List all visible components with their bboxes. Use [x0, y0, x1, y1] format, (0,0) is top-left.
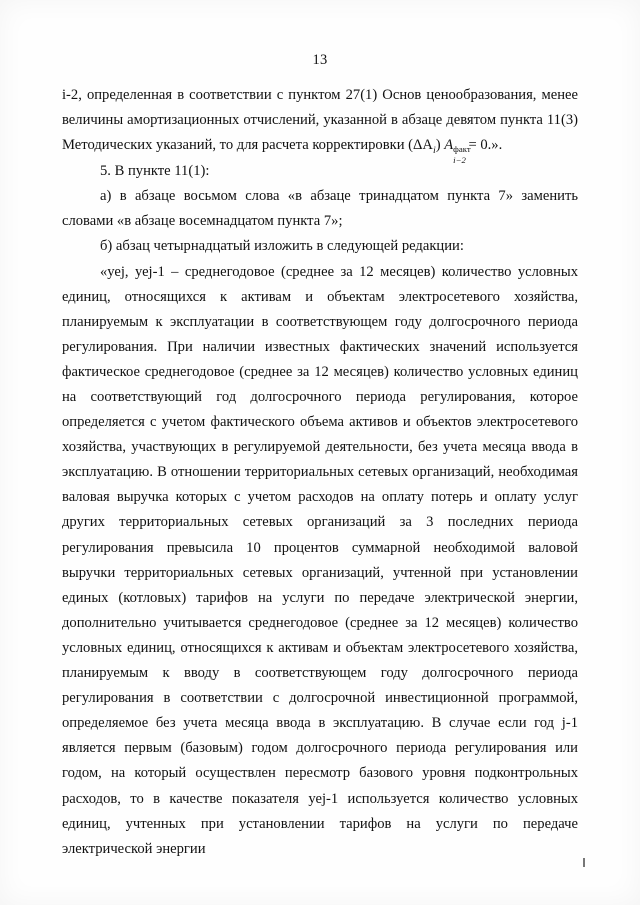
page-number: 13 [312, 52, 328, 68]
document-body [62, 83, 578, 862]
paragraph-3: а) в абзаце восьмом слова «в абзаце тринадцатом пункта 7» заменить словами «в абзаце восемнадцатом пункта 7»; [62, 188, 578, 230]
paragraph-5: «уеj, уеj-1 – среднегодовое (среднее за 12 месяцев) количество условных единиц, относящихся к активам и объектам электросетевого хозяйства, планируемым к эксплуатации в соответствующем году долгосрочного периода регулирования. При наличии известных фактических значений используется фактическое среднегодовое (среднее за 12 месяцев) количество условных единиц на соответствующий год долгосрочного периода регулирования, которое определяется с учетом фактического объема активов и объектов электросетевого хозяйства, участвующих в регулируемой деятельности, без учета месяца ввода в эксплуатацию. В отношении территориальных сетевых организаций, необходимая валовая выручка которых с учетом расходов на оплату потерь и оплату услуг других территориальных сетевых организаций за 3 последних периода регулирования превысила 10 процентов суммарной необходимой валовой выручки территориальных сетевых организаций, учтенной при установлении единых (котловых) тарифов на услуги по передаче электрической энергии, дополнительно учитывается среднегодовое (среднее за 12 месяцев) количество условных единиц, относящихся к активам и объектам электросетевого хозяйства, планируемым к вводу в соответствующем году долгосрочного периода регулирования в соответствии с долгосрочной инвестиционной программой, определяемое без учета месяца ввода в эксплуатацию. В случае если год j-1 является первым (базовым) годом долгосрочного периода регулирования или годом, на который осуществлен пересмотр базового уровня подконтрольных расходов, то в качестве показателя уеj-1 используется количество условных единиц, учтенных при установлении тарифов на услуги по передаче электрической энергии [62, 263, 578, 857]
paragraph-1 [62, 83, 578, 165]
paragraph-4: б) абзац четырнадцатый изложить в следующей редакции: [100, 238, 464, 255]
paragraph-1-text: i-2, определенная в соответствии с пунктом 27(1) Основ ценообразования, менее величины амортизационных отчислений, указанной в абзаце девятом пункта 11(3) Методических указаний, то для расчета корректировки (ΔA [62, 87, 578, 154]
page-margin-mark [583, 858, 585, 867]
paragraph-2: 5. В пункте 11(1): [100, 163, 210, 180]
formula-delta-a: $_i$) A факт i−2 = 0.». [432, 137, 503, 165]
